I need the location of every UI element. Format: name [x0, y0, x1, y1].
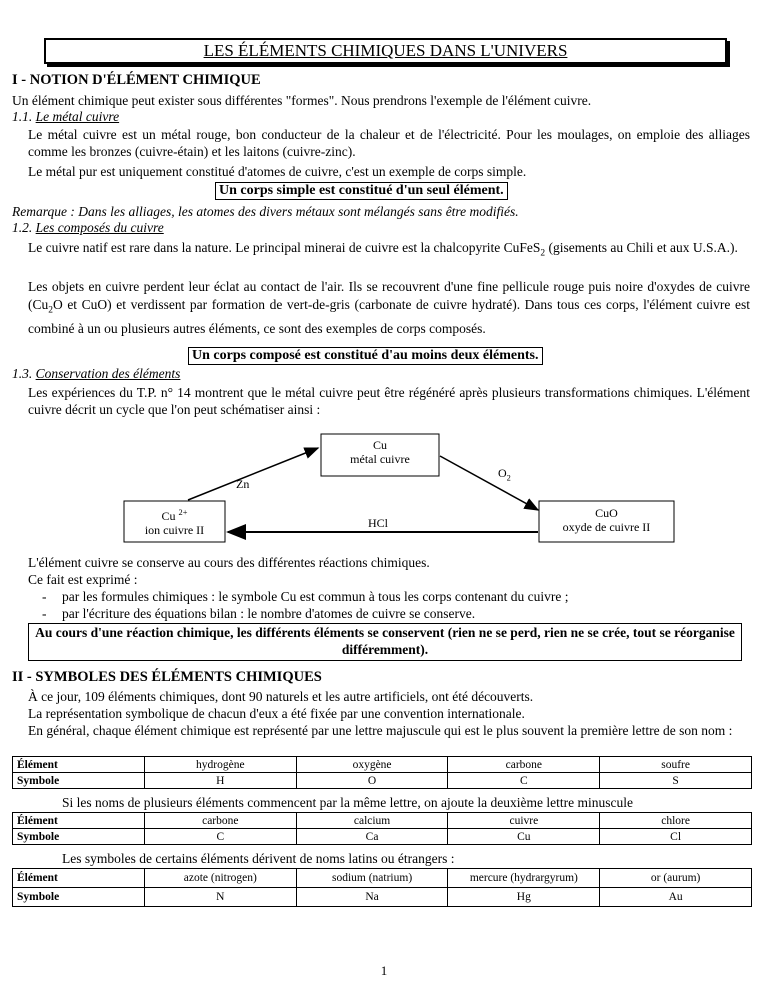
metal-cuivre-label: Cu métal cuivre — [350, 438, 410, 466]
subsection-1-1: 1.1. Le métal cuivre — [12, 109, 120, 124]
table-row: Élément carbone calcium cuivre chlore — [13, 813, 752, 829]
s13-paragraph-2: L'élément cuivre se conserve au cours des différentes réactions chimiques. — [28, 555, 430, 570]
o2-arrow — [440, 456, 538, 510]
table-row: Élément azote (nitrogen) sodium (natrium) mercure (hydrargyrum) or (aurum) — [13, 869, 752, 888]
s13-list-item-2: - par l'écriture des équations bilan : le nombre d'atomes de cuivre se conserve. — [42, 606, 476, 621]
corps-simple-definition: Un corps simple est constitué d'un seul élément. — [215, 182, 508, 200]
s2-paragraph-3: En général, chaque élément chimique est représenté par une lettre majuscule qui est le plus souvent la première lettre de son nom : — [28, 723, 733, 738]
s2-paragraph-4: Si les noms de plusieurs éléments commencent par la même lettre, on ajoute la deuxième lettre minuscule — [62, 795, 633, 810]
s11-paragraph-2: Le métal pur est uniquement constitué d'atomes de cuivre, c'est un exemple de corps simple. — [28, 164, 527, 179]
ion-cuivre-label: Cu $^{2+}$ ion cuivre II — [144, 508, 205, 537]
subsection-1-2: 1.2. Les composés du cuivre — [12, 220, 164, 235]
s13-paragraph-1: Les expériences du T.P. n° 14 montrent que le métal cuivre peut être régénéré après plusieurs transformations chimiques. L'élément cuivre décrit un cycle que l'on peut schématiser ainsi : — [28, 385, 750, 417]
s12-paragraph-2: Les objets en cuivre perdent leur éclat au contact de l'air. Ils se recouvrent d'une fine pellicule rouge puis noire d'oxydes de cuivre ($Cu_2O$ et CuO) et verdissent par formation de vert-de-gris (carbonate de cuivre hydraté). Dans tous ces corps, l'élément cuivre est combiné à un ou plusieurs autres éléments, ce sont des exemples de corps composés. — [28, 279, 750, 336]
s2-paragraph-5: Les symboles de certains éléments dérivent de noms latins ou étrangers : — [62, 851, 455, 866]
s2-paragraph-2: La représentation symbolique de chacun d'eux a été fixée par une convention internationale. — [28, 706, 525, 721]
zn-arrow — [188, 448, 318, 500]
table-row: Élément hydrogène oxygène carbone soufre — [13, 757, 752, 773]
conservation-rule: Au cours d'une réaction chimique, les différents éléments se conservent (rien ne se perd, rien ne se crée, tout se réorganise différemment). — [28, 623, 742, 661]
s13-paragraph-3: Ce fait est exprimé : — [28, 572, 138, 587]
subsection-1-3: 1.3. Conservation des éléments — [12, 366, 181, 381]
section2-heading: II - SYMBOLES DES ÉLÉMENTS CHIMIQUES — [12, 669, 322, 685]
oxyde-cuivre-label: CuO oxyde de cuivre II — [562, 506, 651, 534]
s2-paragraph-1: À ce jour, 109 éléments chimiques, dont 90 naturels et les autre artificiels, ont été découverts. — [28, 689, 534, 704]
table-row: Symbole N Na Hg Au — [13, 888, 752, 907]
corps-compose-definition: Un corps composé est constitué d'au moins deux éléments. — [188, 347, 543, 365]
o2-label: $O_2$ — [498, 466, 511, 483]
symbols-table-2 — [12, 812, 752, 845]
section1-intro: Un élément chimique peut exister sous différentes "formes". Nous prendrons l'exemple de l'élément cuivre. — [12, 93, 592, 108]
page-title: LES ÉLÉMENTS CHIMIQUES DANS L'UNIVERS — [44, 38, 727, 64]
remark: Remarque : Dans les alliages, les atomes des divers métaux sont mélangés sans être modifiés. — [12, 204, 519, 219]
table-row: Symbole C Ca Cu Cl — [13, 829, 752, 845]
page-number: 1 — [380, 963, 388, 978]
s13-list-item-1: - par les formules chimiques : le symbole Cu est commun à tous les corps contenant du cuivre ; — [42, 589, 569, 604]
symbols-table-3 — [12, 868, 752, 907]
hcl-label: HCl — [368, 516, 389, 530]
table-row: Symbole H O C S — [13, 773, 752, 789]
section1-heading: I - NOTION D'ÉLÉMENT CHIMIQUE — [12, 72, 261, 88]
s11-paragraph-1: Le métal cuivre est un métal rouge, bon conducteur de la chaleur et de l'électricité. Pour les moulages, on emploie des alliages comme les bronzes (cuivre-étain) et les laitons (cuivre-zinc). — [28, 127, 750, 159]
symbols-table-1 — [12, 756, 752, 789]
s12-paragraph-1: Le cuivre natif est rare dans la nature. Le principal minerai de cuivre est la chalcopyrite CuFeS$_2$ (gisements au Chili et aux U.S.A.). — [28, 240, 738, 259]
zn-label: Zn — [236, 477, 250, 491]
